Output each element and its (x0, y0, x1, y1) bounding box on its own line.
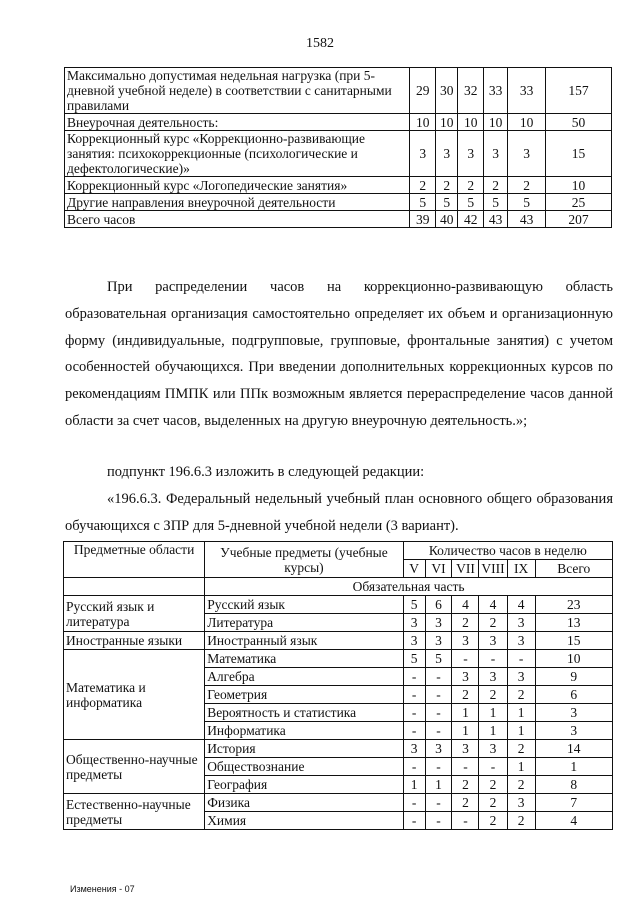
subject-total-cell: 4 (535, 812, 612, 830)
grade-hours-cell: 2 (452, 686, 479, 704)
total-cell: 10 (546, 177, 612, 194)
header-subjects: Учебные предметы (учебные курсы) (205, 542, 404, 578)
extracurricular-table (64, 67, 612, 228)
grade-hours-cell: - (403, 686, 425, 704)
grade-hours-cell: 3 (452, 632, 479, 650)
subject-area-cell: Математика и информатика (64, 650, 205, 740)
subject-cell: Вероятность и статистика (205, 704, 404, 722)
grade-hours-cell: 1 (479, 722, 507, 740)
total-cell: 207 (546, 211, 612, 228)
hours-cell: 40 (436, 211, 458, 228)
subject-cell: Алгебра (205, 668, 404, 686)
row-label: Коррекционный курс «Коррекционно-развивающие занятия: психокоррекционные (психологические и дефектологические)» (65, 131, 410, 177)
grade-hours-cell: 2 (507, 740, 535, 758)
grade-hours-cell: - (403, 722, 425, 740)
subject-cell: Математика (205, 650, 404, 668)
subpoint-paragraph: подпункт 196.6.3 изложить в следующей редакции: (107, 464, 425, 480)
grade-hours-cell: 5 (403, 596, 425, 614)
hours-cell: 10 (508, 114, 546, 131)
grade-hours-cell: 4 (452, 596, 479, 614)
subject-row (64, 650, 613, 668)
grade-hours-cell: 1 (479, 704, 507, 722)
grade-hours-cell: - (425, 668, 452, 686)
hours-cell: 5 (458, 194, 484, 211)
hours-cell: 2 (484, 177, 508, 194)
grade-hours-cell: 3 (507, 794, 535, 812)
row-label: Всего часов (65, 211, 410, 228)
grade-hours-cell: 3 (507, 614, 535, 632)
section-label: Обязательная часть (205, 578, 613, 596)
grade-hours-cell: 1 (507, 758, 535, 776)
hours-cell: 10 (458, 114, 484, 131)
hours-cell: 32 (458, 68, 484, 114)
grade-hours-cell: 3 (425, 614, 452, 632)
subject-cell: Литература (205, 614, 404, 632)
grade-hours-cell: 5 (403, 650, 425, 668)
subject-cell: История (205, 740, 404, 758)
hours-cell: 39 (410, 211, 436, 228)
subject-row (64, 632, 613, 650)
subject-total-cell: 8 (535, 776, 612, 794)
grade-hours-cell: 2 (479, 686, 507, 704)
subject-total-cell: 3 (535, 722, 612, 740)
hours-cell: 2 (508, 177, 546, 194)
grade-hours-cell: - (425, 704, 452, 722)
header-grade-6: VI (425, 560, 452, 578)
page-number: 1582 (306, 36, 334, 51)
grade-hours-cell: 1 (507, 704, 535, 722)
curriculum-title-paragraph: «196.6.3. Федеральный недельный учебный план основного общего образования обучающихся с ЗПР для 5-дневной учебной недели (3 вариант). (65, 491, 613, 534)
subject-row (64, 794, 613, 812)
header-grade-8: VIII (479, 560, 507, 578)
subject-total-cell: 23 (535, 596, 612, 614)
grade-hours-cell: - (403, 668, 425, 686)
subject-cell: Химия (205, 812, 404, 830)
subject-total-cell: 14 (535, 740, 612, 758)
hours-cell: 3 (508, 131, 546, 177)
grade-hours-cell: - (403, 794, 425, 812)
grade-hours-cell: - (425, 758, 452, 776)
header-subject-areas: Предметные области (64, 542, 205, 578)
hours-cell: 3 (410, 131, 436, 177)
subject-area-cell: Естественно-научные предметы (64, 794, 205, 830)
grade-hours-cell: - (507, 650, 535, 668)
subject-total-cell: 13 (535, 614, 612, 632)
hours-cell: 3 (436, 131, 458, 177)
subject-row (64, 740, 613, 758)
subject-cell: Геометрия (205, 686, 404, 704)
header-grade-9: IX (507, 560, 535, 578)
hours-cell: 3 (484, 131, 508, 177)
grade-hours-cell: 3 (479, 740, 507, 758)
subject-cell: Физика (205, 794, 404, 812)
grade-hours-cell: 3 (452, 740, 479, 758)
grade-hours-cell: 2 (452, 776, 479, 794)
extracurricular-row (65, 211, 612, 228)
row-label: Внеурочная деятельность: (65, 114, 410, 131)
hours-cell: 29 (410, 68, 436, 114)
grade-hours-cell: - (425, 794, 452, 812)
hours-cell: 3 (458, 131, 484, 177)
grade-hours-cell: 2 (452, 794, 479, 812)
grade-hours-cell: 3 (479, 632, 507, 650)
grade-hours-cell: 2 (507, 812, 535, 830)
subject-total-cell: 6 (535, 686, 612, 704)
row-label: Максимально допустимая недельная нагрузка (при 5-дневной учебной неделе) в соответствии с санитарными правилами (65, 68, 410, 114)
grade-hours-cell: 2 (507, 686, 535, 704)
grade-hours-cell: - (425, 722, 452, 740)
grade-hours-cell: - (425, 686, 452, 704)
subject-area-cell: Иностранные языки (64, 632, 205, 650)
header-hours-per-week: Количество часов в неделю (403, 542, 612, 560)
grade-hours-cell: 4 (507, 596, 535, 614)
grade-hours-cell: 3 (425, 632, 452, 650)
extracurricular-row (65, 68, 612, 114)
grade-hours-cell: - (403, 704, 425, 722)
hours-cell: 43 (484, 211, 508, 228)
extracurricular-row (65, 131, 612, 177)
grade-hours-cell: 1 (452, 722, 479, 740)
grade-hours-cell: 6 (425, 596, 452, 614)
section-empty-cell (64, 578, 205, 596)
extracurricular-row (65, 194, 612, 211)
grade-hours-cell: - (403, 812, 425, 830)
hours-cell: 2 (410, 177, 436, 194)
total-cell: 15 (546, 131, 612, 177)
grade-hours-cell: 3 (507, 632, 535, 650)
hours-cell: 5 (508, 194, 546, 211)
hours-cell: 42 (458, 211, 484, 228)
grade-hours-cell: 4 (479, 596, 507, 614)
subject-cell: Информатика (205, 722, 404, 740)
extracurricular-row (65, 114, 612, 131)
grade-hours-cell: - (452, 650, 479, 668)
footer-note: Изменения - 07 (70, 884, 135, 894)
curriculum-table (63, 541, 613, 830)
subject-total-cell: 15 (535, 632, 612, 650)
grade-hours-cell: 2 (452, 614, 479, 632)
hours-cell: 10 (484, 114, 508, 131)
total-cell: 157 (546, 68, 612, 114)
distribution-paragraph: При распределении часов на коррекционно-развивающую область образовательная организация самостоятельно определяет их объем и организационную форму (индивидуальные, подгрупповые, групповые, фронтальные занятия) с учетом особенностей обучающихся. При введении дополнительных коррекционных курсов по рекомендациям ПМПК или ППк возможным является перераспределение часов данной области за счет часов, выделенных на другую внеурочную деятельность.»; (65, 279, 613, 429)
subject-total-cell: 1 (535, 758, 612, 776)
hours-cell: 33 (508, 68, 546, 114)
curriculum-header-row-1 (64, 542, 613, 560)
grade-hours-cell: 2 (479, 776, 507, 794)
grade-hours-cell: 3 (403, 614, 425, 632)
subject-cell: Обществознание (205, 758, 404, 776)
subject-area-cell: Общественно-научные предметы (64, 740, 205, 794)
grade-hours-cell: - (479, 650, 507, 668)
grade-hours-cell: 1 (452, 704, 479, 722)
header-grade-5: V (403, 560, 425, 578)
grade-hours-cell: 2 (479, 614, 507, 632)
grade-hours-cell: - (403, 758, 425, 776)
subject-cell: География (205, 776, 404, 794)
extracurricular-row (65, 177, 612, 194)
grade-hours-cell: 3 (403, 632, 425, 650)
subject-total-cell: 3 (535, 704, 612, 722)
subject-total-cell: 9 (535, 668, 612, 686)
section-row (64, 578, 613, 596)
subject-row (64, 596, 613, 614)
row-label: Другие направления внеурочной деятельности (65, 194, 410, 211)
subject-total-cell: 7 (535, 794, 612, 812)
row-label: Коррекционный курс «Логопедические занятия» (65, 177, 410, 194)
grade-hours-cell: 2 (507, 776, 535, 794)
hours-cell: 30 (436, 68, 458, 114)
grade-hours-cell: 5 (425, 650, 452, 668)
hours-cell: 43 (508, 211, 546, 228)
grade-hours-cell: 3 (479, 668, 507, 686)
hours-cell: 5 (484, 194, 508, 211)
grade-hours-cell: 3 (507, 668, 535, 686)
grade-hours-cell: 3 (425, 740, 452, 758)
hours-cell: 10 (436, 114, 458, 131)
hours-cell: 5 (410, 194, 436, 211)
grade-hours-cell: 1 (403, 776, 425, 794)
header-grade-7: VII (452, 560, 479, 578)
grade-hours-cell: 1 (425, 776, 452, 794)
subject-total-cell: 10 (535, 650, 612, 668)
grade-hours-cell: 1 (507, 722, 535, 740)
grade-hours-cell: - (452, 758, 479, 776)
grade-hours-cell: 2 (479, 794, 507, 812)
hours-cell: 10 (410, 114, 436, 131)
hours-cell: 2 (458, 177, 484, 194)
hours-cell: 2 (436, 177, 458, 194)
total-cell: 25 (546, 194, 612, 211)
grade-hours-cell: 2 (479, 812, 507, 830)
grade-hours-cell: 3 (403, 740, 425, 758)
subject-area-cell: Русский язык и литература (64, 596, 205, 632)
grade-hours-cell: - (452, 812, 479, 830)
grade-hours-cell: - (479, 758, 507, 776)
subject-cell: Иностранный язык (205, 632, 404, 650)
subject-cell: Русский язык (205, 596, 404, 614)
grade-hours-cell: 3 (452, 668, 479, 686)
grade-hours-cell: - (425, 812, 452, 830)
header-total: Всего (535, 560, 612, 578)
hours-cell: 5 (436, 194, 458, 211)
total-cell: 50 (546, 114, 612, 131)
hours-cell: 33 (484, 68, 508, 114)
